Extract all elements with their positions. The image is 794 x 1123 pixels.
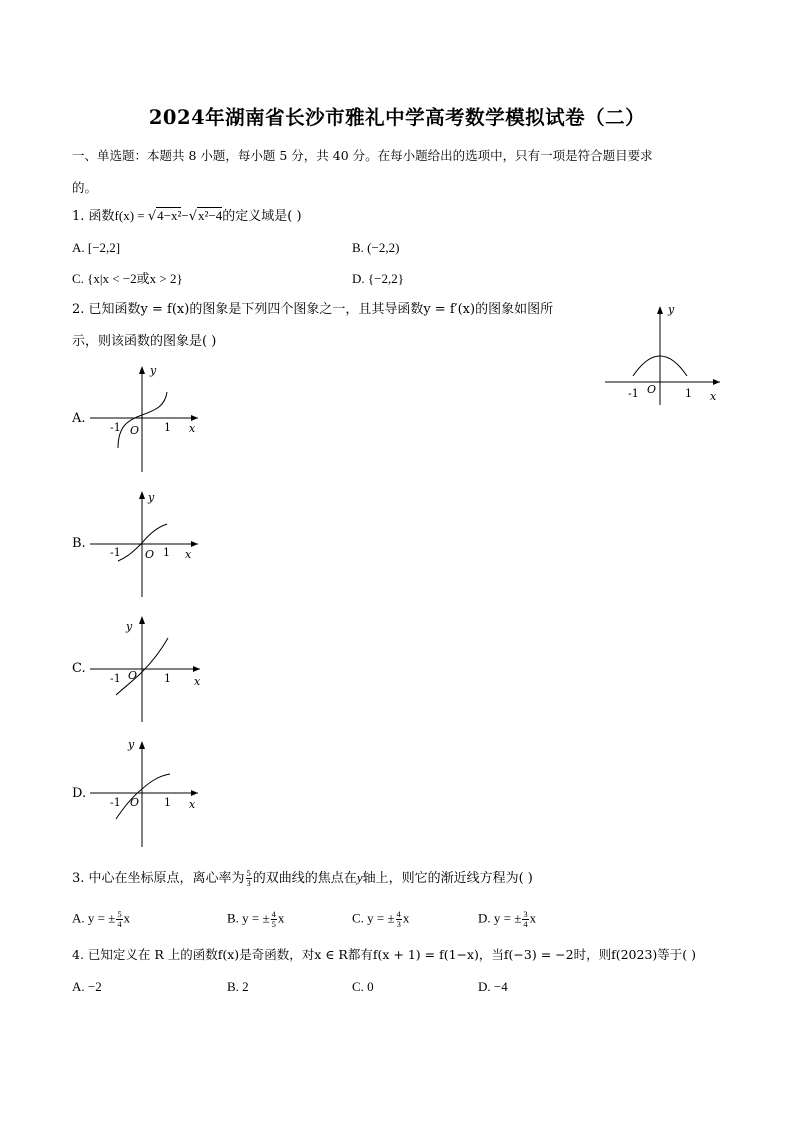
y-axis-label: y (150, 364, 157, 377)
tick-label-one: 1 (164, 421, 171, 434)
q3-option-a-label: A. (72, 910, 88, 926)
q1-sqrt2: x²−4 (198, 208, 223, 223)
q3-option-c-var: x (402, 910, 410, 926)
q1-option-d: D. {−2,2} (352, 271, 404, 286)
y-axis-label: y (126, 620, 133, 633)
q1-minus: − (181, 208, 189, 223)
q3-option-d-var: x (529, 910, 537, 926)
q2-option-d-label: D. (72, 786, 87, 801)
q3-suffix: 轴上，则它的渐近线方程为( ) (362, 871, 533, 886)
fraction-denominator: 4 (523, 919, 528, 929)
q3-axis-var: y (356, 870, 363, 885)
q3-option-b-var: x (277, 910, 285, 926)
q3-option-a-var: x (123, 910, 131, 926)
q3-option-d-label: D. (478, 910, 494, 926)
q4-option-c: C. 0 (352, 979, 374, 994)
q3-option-d (478, 910, 536, 929)
y-axis-arrow (657, 306, 663, 314)
question-1 (72, 208, 302, 225)
q3-option-d-fraction (522, 910, 528, 929)
q3-option-b-fraction (271, 910, 277, 929)
q3-option-c-fraction (396, 910, 402, 929)
tick-label-neg-one: -1 (110, 672, 121, 685)
y-axis-arrow (139, 366, 145, 374)
q3-option-a (72, 910, 130, 929)
fraction-numerator: 3 (523, 909, 528, 919)
q1-suffix: 的定义域是( ) (222, 209, 302, 224)
y-axis-label: y (668, 303, 675, 316)
q2-text-line2: 示，则该函数的图象是( ) (72, 334, 217, 349)
q3-option-a-fraction (116, 910, 122, 929)
q2-text-line1: 2. 已知函数y = f(x)的图象是下列四个图象之一，且其导函数y = f′(x)的图象如图所 (72, 302, 554, 317)
y-axis-arrow (139, 491, 145, 499)
origin-label: O (130, 424, 140, 437)
y-axis-label: y (128, 738, 135, 751)
fraction-denominator: 3 (396, 919, 401, 929)
q3-option-b-label: B. (227, 910, 243, 926)
q1-option-a: A. [−2,2] (72, 240, 121, 255)
derivative-graph (600, 300, 730, 410)
section-instructions-line2: 的。 (72, 180, 98, 195)
q4-option-b: B. 2 (227, 979, 249, 994)
x-axis-label: x (185, 548, 192, 561)
q3-ecc-den: 3 (246, 878, 251, 888)
q3-option-b-eq: y = ± (242, 910, 270, 926)
x-axis-arrow (191, 541, 198, 547)
fraction-numerator: 4 (271, 909, 276, 919)
x-axis-label: x (194, 675, 201, 688)
fraction-denominator: 4 (117, 919, 122, 929)
section-instructions-line1: 一、单选题：本题共 8 小题，每小题 5 分，共 40 分。在每小题给出的选项中，只有一项是符合题目要求 (72, 148, 653, 163)
origin-label: O (145, 548, 155, 561)
origin-label: O (130, 796, 140, 809)
q3-prefix: 3. 中心在坐标原点，离心率为 (72, 871, 245, 886)
q1-sqrt1-sign: √ (147, 209, 157, 224)
fraction-numerator: 5 (117, 909, 122, 919)
q3-eccentricity-fraction (246, 869, 252, 888)
q3-option-b (227, 910, 284, 929)
question-3 (72, 869, 533, 888)
fraction-denominator: 5 (271, 919, 276, 929)
option-c-graph (88, 612, 208, 724)
y-axis-arrow (139, 616, 145, 624)
q2-option-a-label: A. (72, 411, 86, 426)
option-d-graph (88, 737, 203, 849)
q1-sqrt2-sign: √ (188, 209, 198, 224)
q3-option-c-eq: y = ± (367, 910, 395, 926)
x-axis-arrow (191, 790, 198, 796)
option-b-graph (88, 487, 203, 599)
fraction-numerator: 4 (396, 909, 401, 919)
q3-option-a-eq: y = ± (87, 910, 116, 926)
x-axis-arrow (193, 666, 200, 672)
q3-mid: 的双曲线的焦点在 (252, 871, 357, 886)
tick-label-neg-one: -1 (110, 796, 121, 809)
q3-option-d-eq: y = ± (493, 910, 522, 926)
q3-option-c-label: C. (352, 910, 368, 926)
q4-option-a: A. −2 (72, 979, 102, 994)
q1-prefix: 1. 函数 (72, 209, 115, 224)
q2-option-b-label: B. (72, 536, 86, 551)
y-axis-arrow (139, 741, 145, 749)
q1-sqrt1: 4−x² (157, 208, 182, 223)
option-a-graph (88, 362, 203, 474)
q3-option-c (352, 910, 409, 929)
origin-label: O (128, 669, 138, 682)
x-axis-label: x (710, 390, 717, 403)
tick-label-one: 1 (685, 387, 692, 400)
page-title: 2024年湖南省长沙市雅礼中学高考数学模拟试卷（二） (148, 106, 646, 129)
x-axis-arrow (713, 379, 720, 385)
q4-option-d: D. −4 (478, 979, 508, 994)
tick-label-one: 1 (164, 672, 171, 685)
x-axis-label: x (189, 422, 196, 435)
q1-option-b: B. (−2,2) (352, 240, 400, 255)
q2-option-c-label: C. (72, 661, 86, 676)
x-axis-label: x (189, 798, 196, 811)
tick-label-one: 1 (163, 546, 170, 559)
q1-option-c: C. {x|x < −2或x > 2} (72, 271, 183, 286)
q1-fx: f(x) = (114, 208, 148, 223)
tick-label-neg-one: -1 (628, 387, 639, 400)
tick-label-neg-one: -1 (110, 546, 121, 559)
question-4: 4. 已知定义在 R 上的函数f(x)是奇函数，对x ∈ R都有f(x + 1) = f(1−x)，当f(−3) = −2时，则f(2023)等于( ) (72, 947, 697, 962)
curve (116, 774, 170, 819)
origin-label: O (647, 383, 657, 396)
y-axis-label: y (148, 491, 155, 504)
tick-label-neg-one: -1 (110, 421, 121, 434)
tick-label-one: 1 (164, 796, 171, 809)
x-axis-arrow (191, 415, 198, 421)
q3-ecc-num: 5 (246, 868, 251, 878)
